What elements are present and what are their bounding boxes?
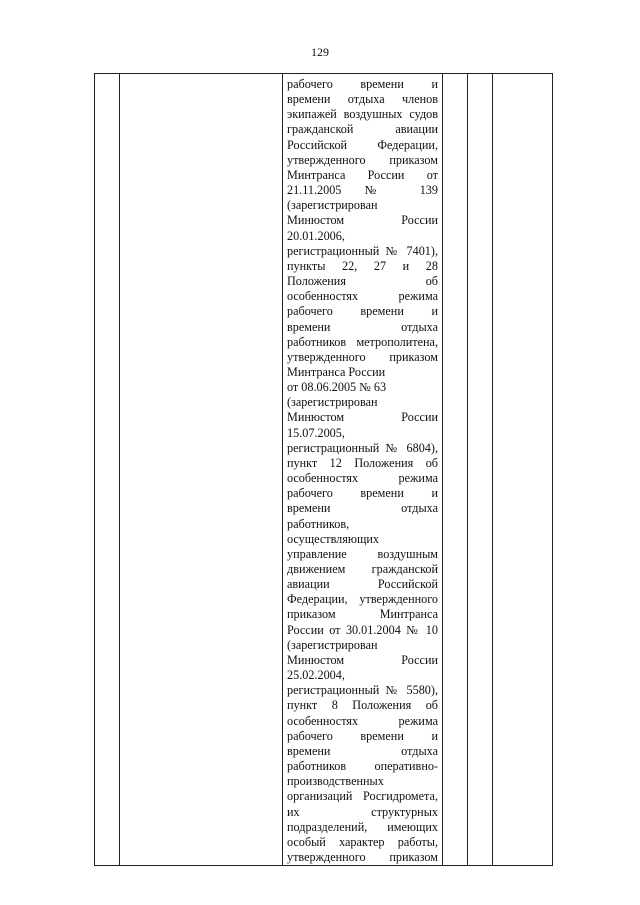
text-line: экипажей воздушных судов [287,107,438,122]
text-line: времени отдыха [287,501,438,516]
text-line: (зарегистрирован [287,198,378,213]
text-line: Минтранса России от [287,167,438,182]
text-line: Минюстом России [287,652,438,667]
cell-requirement [120,74,283,866]
text-line: пункт 8 Положения об [287,698,438,713]
text-line: осуществляющих [287,531,379,546]
regulation-table [94,73,553,866]
cell-number [95,74,120,866]
text-line: работников метрополитена, [287,334,438,349]
text-line: (зарегистрирован [287,637,378,652]
text-line: (зарегистрирован [287,395,378,410]
text-line: Минюстом России [287,213,438,228]
text-line: рабочего времени и [287,728,438,743]
text-line: рабочего времени и [287,486,438,501]
text-line: работников, [287,516,350,531]
text-line: Минюстом России [287,410,438,425]
text-line: подразделений, имеющих [287,819,438,834]
text-line: времени отдыха [287,319,438,334]
text-line: организаций Росгидромета, [287,789,438,804]
text-line: пункты 22, 27 и 28 [287,258,438,273]
text-line: регистрационный № 6804), [287,440,438,455]
text-line: особенностях режима [287,289,438,304]
text-line: приказом Минтранса [287,607,438,622]
cell-note [493,74,553,866]
text-line: особенностях режима [287,471,438,486]
text-line: движением гражданской [287,562,438,576]
text-line: Минтранса России [287,364,386,379]
text-line: 21.11.2005 № 139 [287,183,438,198]
text-line: утвержденного приказом [287,849,438,864]
text-line: регистрационный № 7401), [287,243,438,258]
text-line: особый характер работы, [287,834,438,849]
text-line: Российской Федерации, [287,137,438,152]
page-number: 129 [311,45,329,59]
text-line: Положения об [287,274,438,289]
text-line: гражданской авиации [287,122,438,137]
text-line: 15.07.2005, [287,425,345,440]
text-line: авиации Российской [287,577,438,592]
text-line: регистрационный № 5580), [287,683,438,698]
text-line: Федерации, утвержденного [287,592,438,607]
text-line: России от 30.01.2004 № 10 [287,622,438,637]
text-line: особенностях режима [287,713,438,728]
cell-yes [443,74,468,866]
cell-no [468,74,493,866]
table-row [95,74,553,866]
text-line: утвержденного приказом [287,152,438,167]
text-line: производственных [287,774,384,789]
text-line: пункт 12 Положения об [287,455,438,470]
text-line: 25.02.2004, [287,668,345,683]
text-line: рабочего времени и [287,304,438,319]
text-line: времени отдыха [287,743,438,758]
text-line: времени отдыха членов [287,92,438,107]
text-line: рабочего времени и [287,77,438,91]
text-line: управление воздушным [287,546,438,561]
cell-legal-reference [283,74,443,866]
text-line: их структурных [287,804,438,819]
legal-reference-text [283,74,442,865]
text-line: утвержденного приказом [287,349,438,364]
text-line: работников оперативно- [287,759,438,774]
text-line: 20.01.2006, [287,228,345,243]
text-line: от 08.06.2005 № 63 [287,380,387,395]
